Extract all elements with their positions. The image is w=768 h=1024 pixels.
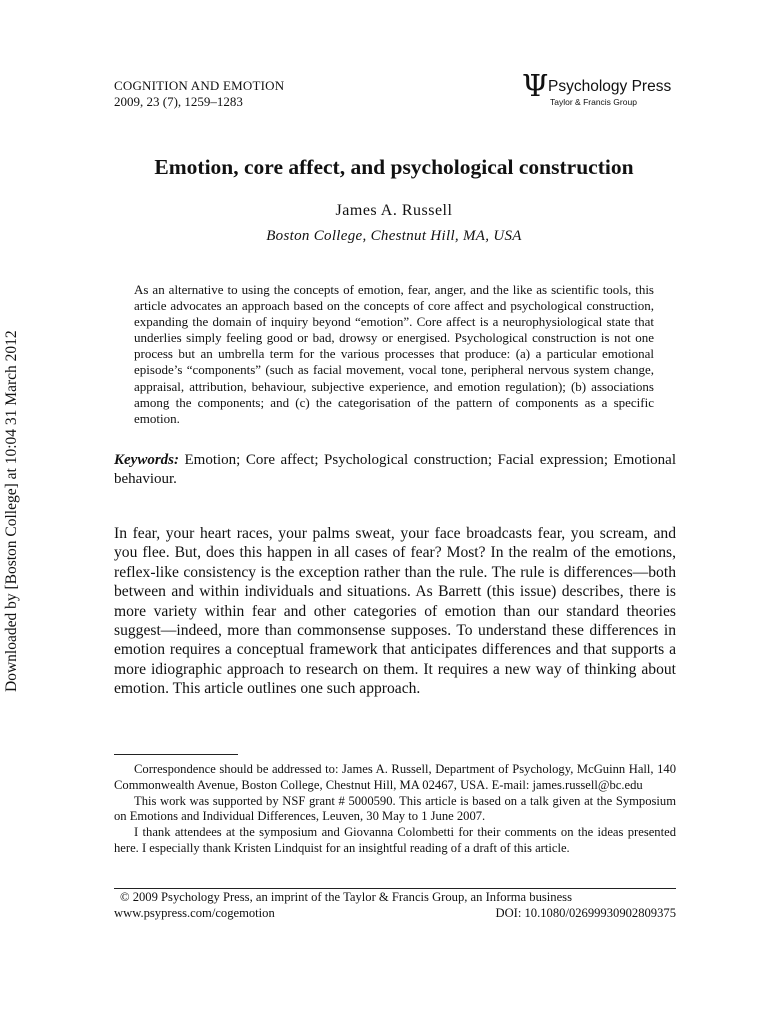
keywords-label: Keywords: <box>114 452 179 468</box>
publisher-subtitle: Taylor & Francis Group <box>550 97 637 107</box>
body-paragraph: In fear, your heart races, your palms sweat, your face broadcasts fear, you scream, and you flee. But, does this happen in all cases of fear? Most? In the realm of the emotions, reflex-like consistency is the exception rather than the rule. The rule is differences—both between and within individuals and situations. As Barrett (this issue) describes, there is more variety within fear and other categories of emotion than our standard theories suggest—indeed, more than commonsense supposes. To understand these differences in emotion requires a conceptual framework that anticipates differences and that supports a more idiographic approach to research on them. It requires a new way of thinking about emotion. This article outlines one such approach. <box>114 525 676 698</box>
download-watermark <box>0 0 40 1024</box>
journal-url[interactable]: www.psypress.com/cogemotion <box>114 906 275 920</box>
journal-header <box>114 78 284 110</box>
footer-divider <box>114 888 676 889</box>
footnote-divider <box>114 754 238 755</box>
watermark-text: Downloaded by [Boston College] at 10:04 31 March 2012 <box>3 330 20 692</box>
footnote-correspondence: Correspondence should be addressed to: James A. Russell, Department of Psychology, McGuinn Hall, 140 Commonwealth Avenue, Boston College, Chestnut Hill, MA 02467, USA. E-mail: james.russell@bc.edu <box>114 762 676 792</box>
article-author: James A. Russell <box>335 202 453 219</box>
keywords <box>114 451 676 489</box>
psi-logo-icon: Ψ <box>522 69 549 104</box>
abstract: As an alternative to using the concepts of emotion, fear, anger, and the like as scientific tools, this article advocates an approach based on the concepts of core affect and psychological construction, expanding the domain of inquiry beyond “emotion”. Core affect is a neurophysiological state that underlies simply feeling good or bad, drowsy or energised. Psychological construction is not one process but an umbrella term for the various processes that produce: (a) a particular emotional episode’s “components” (such as facial movement, vocal tone, peripheral nervous system change, appraisal, attribution, behaviour, subjective experience, and emotion regulation); (b) associations among the components; and (c) the categorisation of the pattern of components as a specific emotion. <box>134 282 654 426</box>
keywords-list: Emotion; Core affect; Psychological construction; Facial expression; Emotional behaviour. <box>114 452 677 487</box>
copyright-notice: © 2009 Psychology Press, an imprint of the Taylor & Francis Group, an Informa business <box>120 890 572 904</box>
doi: DOI: 10.1080/02699930902809375 <box>495 906 676 920</box>
footnote-acknowledgements: I thank attendees at the symposium and Giovanna Colombetti for their comments on the ideas presented here. I especially thank Kristen Lindquist for an insightful reading of a draft of this article. <box>114 825 676 855</box>
publisher-name: Psychology Press <box>548 78 672 95</box>
article-title: Emotion, core affect, and psychological construction <box>154 155 634 179</box>
footnotes <box>114 762 676 857</box>
article-affiliation: Boston College, Chestnut Hill, MA, USA <box>266 228 522 244</box>
journal-citation: 2009, 23 (7), 1259–1283 <box>114 94 243 109</box>
footnote-funding: This work was supported by NSF grant # 5000590. This article is based on a talk given at the Symposium on Emotions and Individual Differences, Leuven, 30 May to 1 June 2007. <box>114 793 676 824</box>
journal-name: COGNITION AND EMOTION <box>114 78 285 93</box>
